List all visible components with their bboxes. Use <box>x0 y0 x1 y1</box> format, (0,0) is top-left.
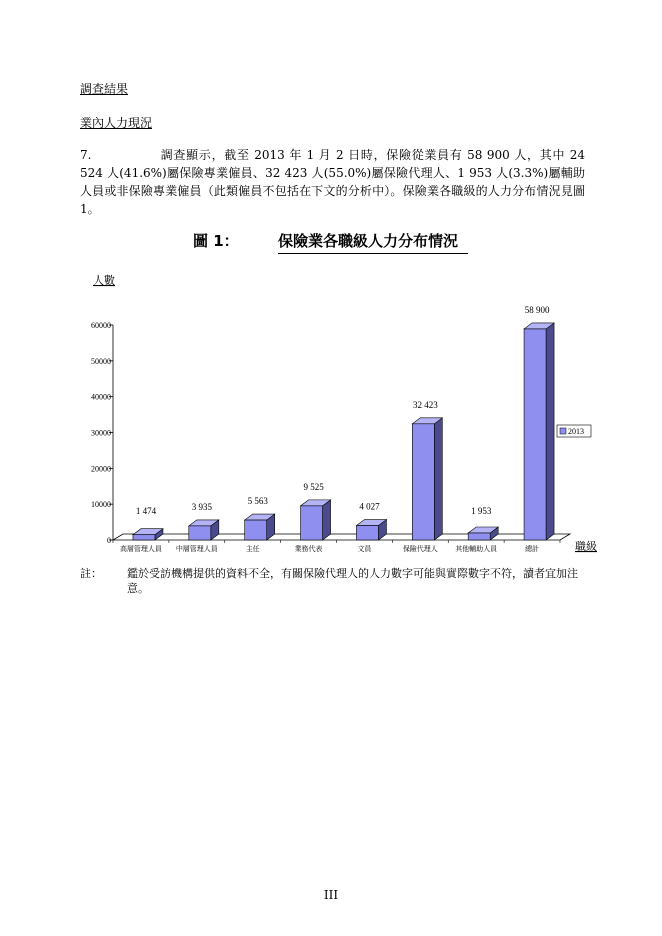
paragraph-number: 7. <box>80 148 92 162</box>
heading-survey-results: 調查結果 <box>80 82 129 96</box>
y-tick-label: 60000 <box>91 321 111 330</box>
data-label: 3 935 <box>191 501 212 512</box>
y-tick-label: 50000 <box>91 356 111 366</box>
figure-label: 圖 1： <box>193 232 239 250</box>
bar-side <box>546 323 554 540</box>
y-tick-label: 40000 <box>91 392 111 402</box>
legend-label: 2013 <box>568 427 584 436</box>
x-tick-label: 其他輔助人員 <box>455 545 498 553</box>
x-tick-label: 業務代表 <box>294 545 323 553</box>
data-label: 9 525 <box>303 481 324 492</box>
note-text: 鑑於受訪機構提供的資料不全，有關保險代理人的人力數字可能與實際數字不符，讀者宜加注意。 <box>127 567 578 595</box>
bar <box>301 506 323 540</box>
y-tick-label: 0 <box>107 536 111 545</box>
page-number: III <box>323 888 339 902</box>
data-label: 1 474 <box>135 506 157 516</box>
data-label: 1 953 <box>471 506 492 516</box>
bar <box>412 424 434 540</box>
data-label: 32 423 <box>412 399 438 410</box>
y-tick-label: 30000 <box>91 428 111 438</box>
bar <box>189 526 211 540</box>
x-axis-label: 職級 <box>575 541 597 553</box>
bar <box>356 526 378 540</box>
data-label: 58 900 <box>524 304 550 315</box>
bar-side <box>323 500 331 540</box>
bar <box>245 520 267 540</box>
bar-side <box>434 418 442 540</box>
figure-caption: 保險業各職級人力分布情況 <box>278 230 468 254</box>
x-tick-label: 總計 <box>525 545 540 553</box>
heading-manpower: 業內人力現況 <box>80 116 153 130</box>
y-tick-label: 10000 <box>91 500 111 510</box>
note-label: 註： <box>80 567 102 580</box>
y-axis-label: 人數 <box>93 275 115 287</box>
x-tick-label: 主任 <box>245 545 260 553</box>
data-label: 4 027 <box>359 501 380 512</box>
bar <box>133 535 155 540</box>
bar <box>524 329 546 540</box>
paragraph-text: 調查顯示，截至 2013 年 1 月 2 日時，保險從業員有 58 900 人，其中 24 524 人(41.6%)屬保險專業僱員、32 423 人(55.0%)屬保險代理人、1 953 人(3.3%)屬輔助人員或非保險專業僱員（此類僱員不包括在下文的分析中）。保險業各職級的人力分布情況見圖 1。 <box>80 148 585 216</box>
chart-floor <box>113 534 570 540</box>
legend-swatch <box>560 428 566 434</box>
y-tick-label: 20000 <box>91 464 111 474</box>
x-tick-label: 高層管理人員 <box>119 545 162 553</box>
data-label: 5 563 <box>247 496 268 507</box>
bar <box>468 533 490 540</box>
x-tick-label: 保險代理人 <box>402 545 438 553</box>
x-tick-label: 中層管理人員 <box>175 545 218 553</box>
x-tick-label: 文員 <box>357 545 372 553</box>
